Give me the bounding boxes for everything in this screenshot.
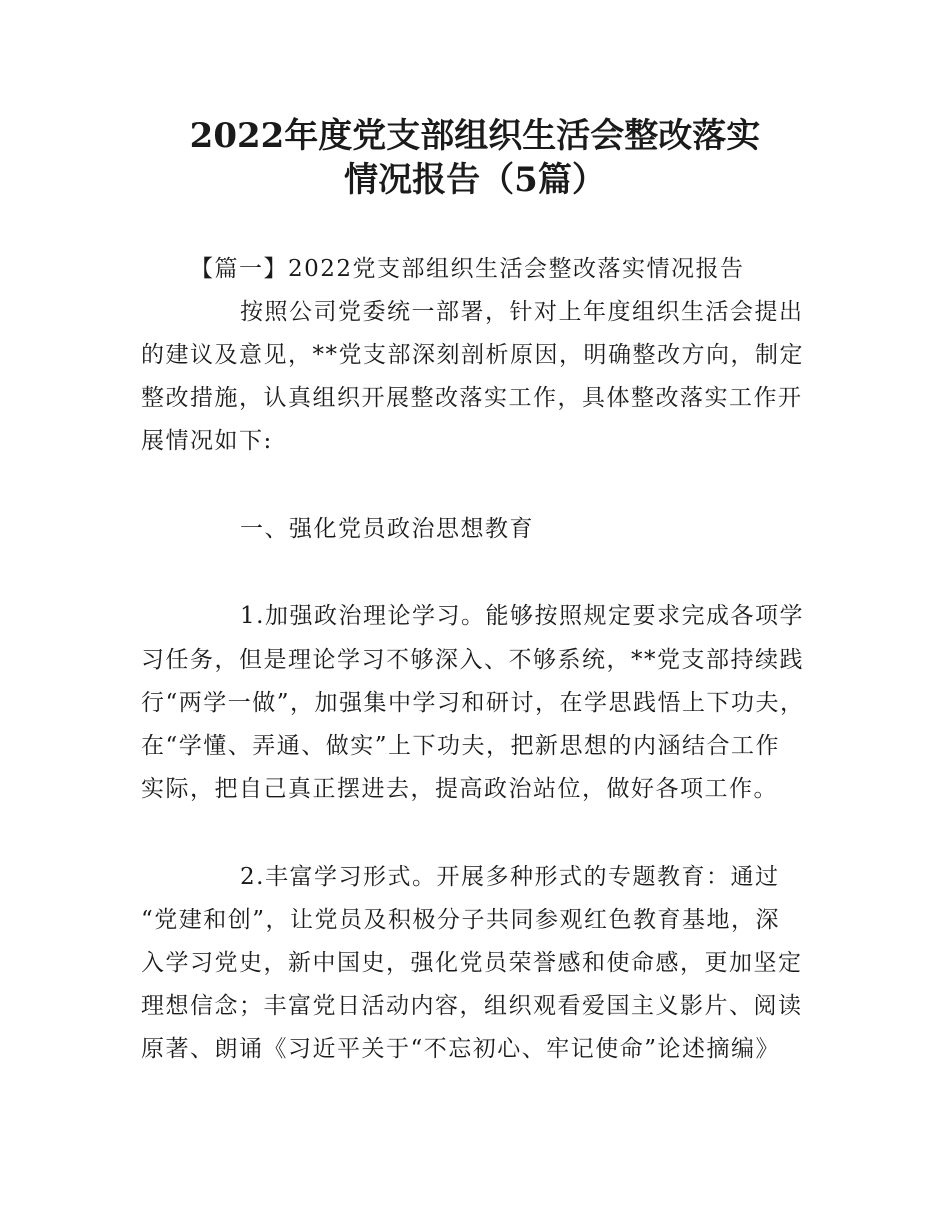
paragraph-line: 2.丰富学习形式。开展多种形式的专题教育：通过 [240,864,780,890]
paragraph-line: 行“两学一做”，加强集中学习和研讨，在学思践悟上下功夫， [141,690,805,716]
document-title-line-2: 情况报告（5篇） [344,160,606,200]
paragraph-line: 原著、朗诵《习近平关于“不忘初心、牢记使命”论述摘编》 [141,1036,781,1062]
paragraph-line: 实际，把自己真正摆进去，提高政治站位，做好各项工作。 [141,776,778,802]
paragraph-line: 入学习党史，新中国史，强化党员荣誉感和使命感，更加坚定 [141,950,803,976]
subsection-heading: 一、强化党员政治思想教育 [240,516,534,542]
paragraph-line: 在“学懂、弄通、做实”上下功夫，把新思想的内涵结合工作 [141,733,781,759]
section-heading: 【篇一】2022党支部组织生活会整改落实情况报告 [190,256,745,282]
paragraph-line: “党建和创”，让党员及积极分子共同参观红色教育基地，深 [141,907,781,933]
document-title-line-1: 2022年度党支部组织生活会整改落实 [189,116,761,156]
paragraph-line: 展情况如下: [141,428,273,454]
paragraph-line: 习任务，但是理论学习不够深入、不够系统，**党支部持续践 [141,647,804,673]
paragraph-line: 的建议及意见，**党支部深刻剖析原因，明确整改方向，制定 [141,342,804,368]
paragraph-line: 整改措施，认真组织开展整改落实工作，具体整改落实工作开 [141,385,803,411]
paragraph-line: 理想信念；丰富党日活动内容，组织观看爱国主义影片、阅读 [141,993,803,1019]
paragraph-line: 按照公司党委统一部署，针对上年度组织生活会提出 [240,299,804,325]
paragraph-line: 1.加强政治理论学习。能够按照规定要求完成各项学 [240,603,804,629]
